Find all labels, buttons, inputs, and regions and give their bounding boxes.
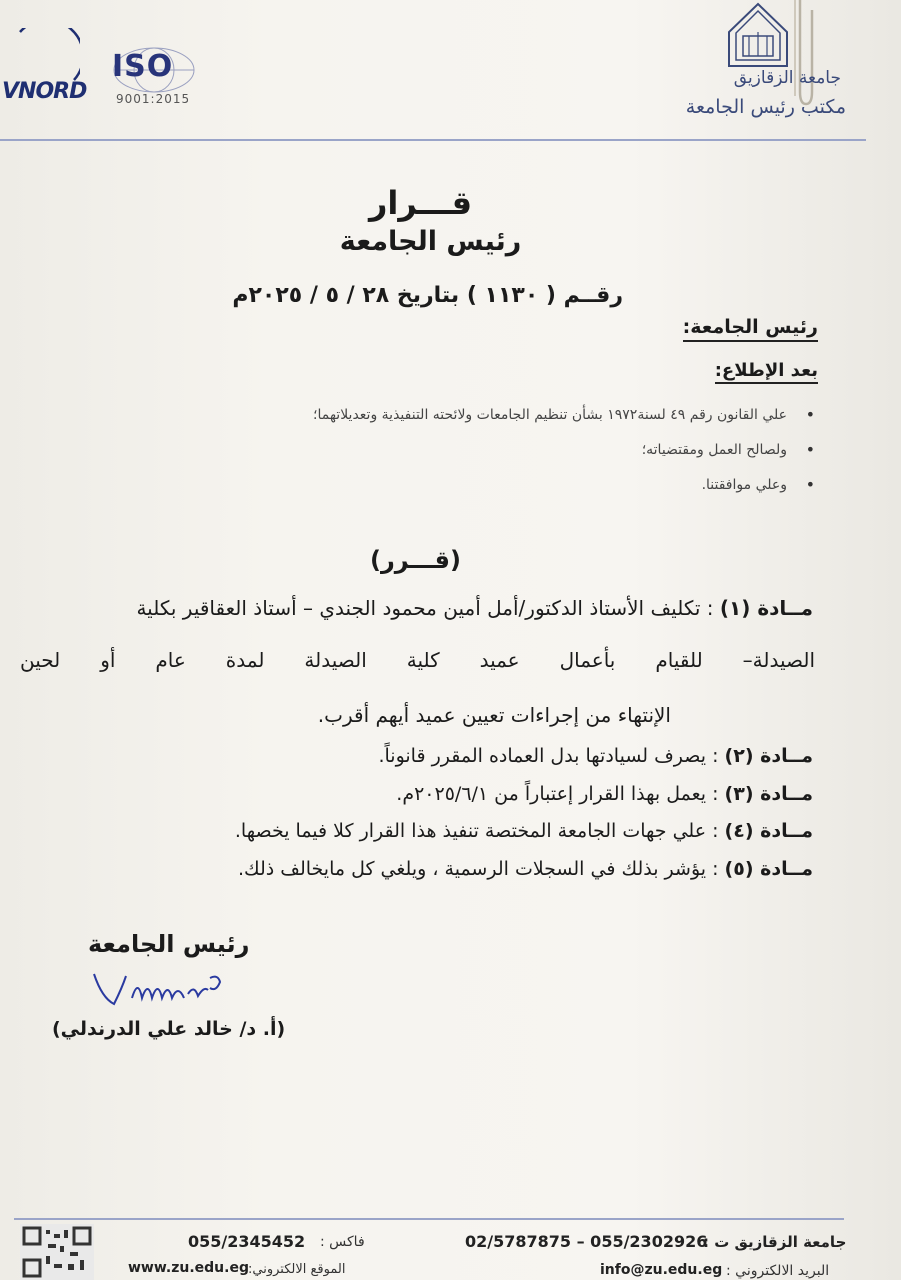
article-label: مــادة (٤) [724, 820, 813, 842]
footer-fax: 055/2345452 [188, 1232, 306, 1251]
article-3 [396, 783, 813, 805]
after-review-heading: بعد الإطلاع: [715, 360, 818, 384]
footer-university-label: جامعة الزقازيق ت : [703, 1233, 847, 1251]
signatory-name: (أ. د/ خالد علي الدرندلي) [52, 1018, 286, 1040]
university-seal-logo [725, 2, 791, 70]
article-1-line-3: الإنتهاء من إجراءات تعيين عميد أيهم أقرب. [317, 703, 671, 727]
article-label: مــادة (٥) [724, 858, 813, 880]
qr-code-icon [20, 1224, 94, 1280]
footer-email: info@zu.edu.eg [600, 1262, 723, 1278]
document-title: قـــرار [368, 184, 473, 222]
list-item: وعلي موافقتنا. • [187, 470, 787, 505]
header-divider [0, 139, 866, 141]
article-text: : يعمل بهذا القرار إعتباراً من ٢٠٢٥/٦/١م. [396, 783, 719, 805]
article-text: : يصرف لسيادتها بدل العماده المقرر قانوناً. [378, 745, 719, 767]
article-1-line-2: الصيدلة– للقيام بأعمال عميد كلية الصيدلة لمدة عام أو لحين [20, 648, 815, 672]
article-label: مــادة (١) [719, 596, 813, 620]
article-label: مــادة (٣) [724, 783, 813, 805]
article-text: : يؤشر بذلك في السجلات الرسمية ، ويلغي كل مايخالف ذلك. [237, 858, 719, 880]
decision-number-date: رقــم ( ١١٣٠ ) بتاريخ ٢٨ / ٥ / ٢٠٢٥م [232, 283, 623, 308]
article-5 [238, 858, 813, 880]
article-text: : علي جهات الجامعة المختصة تنفيذ هذا القرار كلا فيما يخصها. [234, 820, 719, 842]
certification-logo-text: VNORD [2, 79, 87, 104]
footer-fax-label: فاكس : [320, 1234, 365, 1250]
footer-website-label: الموقع الالكتروني: [248, 1262, 346, 1277]
handwritten-signature [92, 968, 232, 1014]
footer-website: www.zu.edu.eg [128, 1260, 249, 1276]
article-4 [235, 820, 813, 842]
footer-email-label: البريد الالكتروني : [726, 1263, 830, 1279]
footer-divider [14, 1218, 844, 1220]
president-heading: رئيس الجامعة: [683, 316, 818, 342]
iso-standard-number: 9001:2015 [116, 92, 191, 106]
article-label: مــادة (٢) [724, 745, 813, 767]
list-item: ولصالح العمل ومقتضياته؛ • [187, 435, 787, 470]
preamble-list [187, 400, 787, 505]
paper-clip-icon [792, 0, 814, 108]
list-item: علي القانون رقم ٤٩ لسنة١٩٧٢ بشأن تنظيم الجامعات ولائحته التنفيذية وتعديلاتهما؛ • [187, 400, 787, 435]
decided-heading: (قـــرر) [369, 546, 461, 574]
article-2 [378, 745, 813, 767]
signature-title: رئيس الجامعة [88, 930, 250, 958]
document-subtitle: رئيس الجامعة [339, 226, 522, 257]
office-name: مكتب رئيس الجامعة [685, 96, 846, 118]
article-text: : تكليف الأستاذ الدكتور/أمل أمين محمود الجندي – أستاذ العقاقير بكلية [136, 596, 714, 620]
iso-label: ISO [112, 49, 174, 84]
article-1 [136, 596, 813, 620]
footer-phone: 02/5787875 – 055/2302926 [465, 1232, 708, 1251]
university-name: جامعة الزقازيق [733, 68, 841, 88]
